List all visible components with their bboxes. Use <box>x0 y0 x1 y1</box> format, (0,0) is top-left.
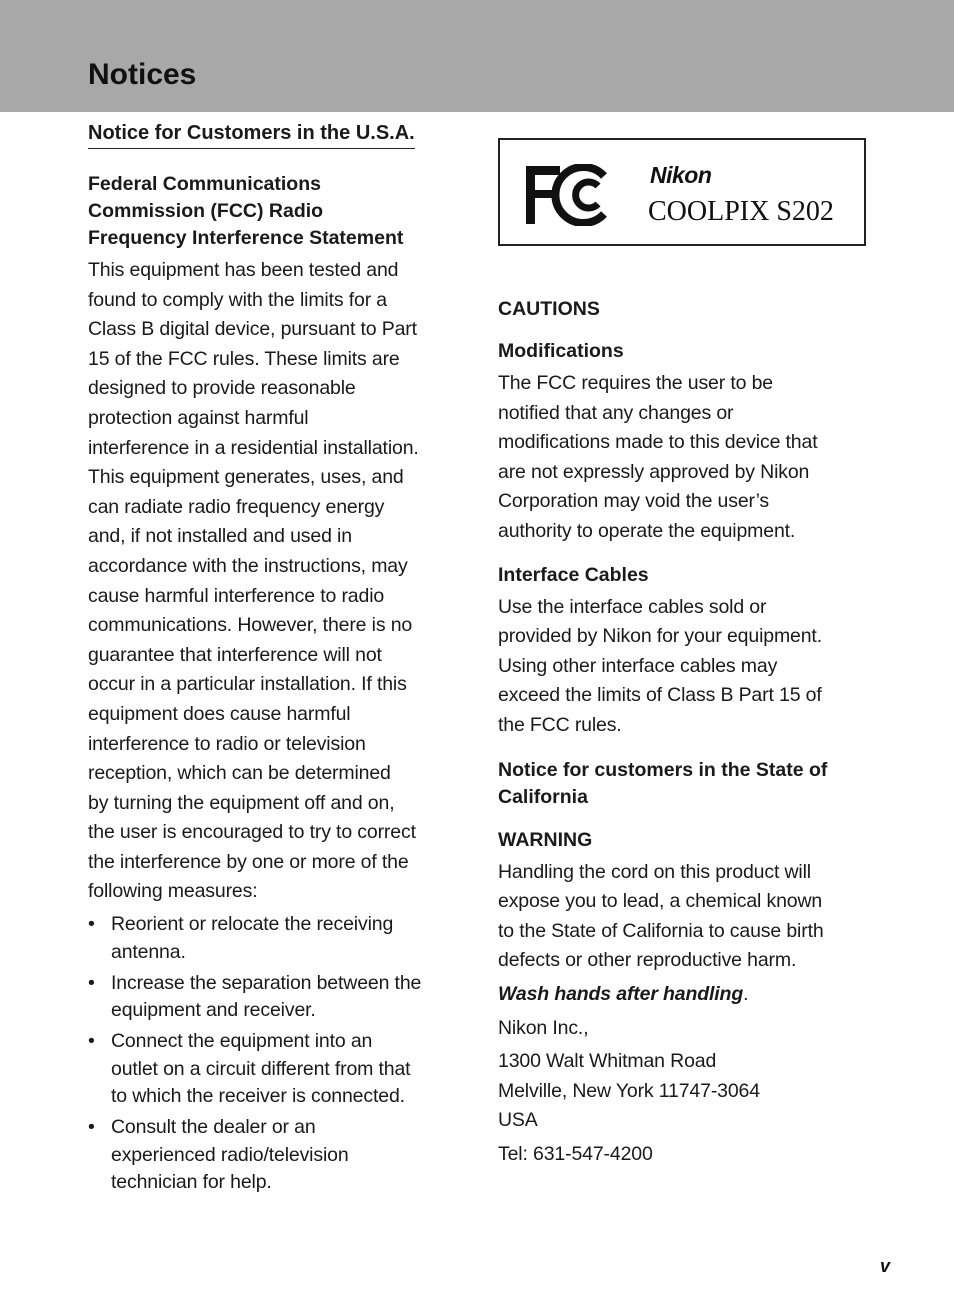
california-heading-line: Notice for customers in the State of <box>498 758 828 781</box>
body-line: accordance with the instructions, may <box>88 554 408 577</box>
body-line: equipment does cause harmful <box>88 702 351 725</box>
body-line: Corporation may void the user’s <box>498 490 770 513</box>
body-line: The FCC requires the user to be <box>498 372 773 394</box>
body-line: interference to radio or television <box>88 732 366 755</box>
list-item <box>88 911 458 966</box>
body-line: Use the interface cables sold or <box>498 595 767 618</box>
body-line: authority to operate the equipment. <box>498 519 796 542</box>
body-line: by turning the equipment off and on, <box>88 791 395 814</box>
list-item-line: experienced radio/television <box>111 1143 349 1166</box>
bullet-icon: • <box>88 971 95 994</box>
body-line: to the State of California to cause birth <box>498 919 824 942</box>
list-item-line: Connect the equipment into an <box>111 1030 373 1053</box>
model-name: COOLPIX S202 <box>648 196 834 227</box>
list-item <box>88 1028 458 1111</box>
body-line: notified that any changes or <box>498 401 734 424</box>
address-line: USA <box>498 1109 538 1132</box>
telephone: Tel: 631-547-4200 <box>498 1142 653 1165</box>
right-column <box>498 138 870 1169</box>
page-number: v <box>880 1256 891 1276</box>
body-line: Handling the cord on this product will <box>498 860 811 883</box>
fcc-statement-heading <box>88 171 458 252</box>
body-line: This equipment has been tested and <box>88 259 399 281</box>
wash-hands-text: Wash hands after handling <box>498 982 744 1005</box>
bullet-icon: • <box>88 1030 95 1053</box>
body-line: protection against harmful <box>88 406 309 429</box>
body-line: the interference by one or more of the <box>88 850 409 873</box>
body-line: found to comply with the limits for a <box>88 288 387 311</box>
page-header <box>0 0 954 112</box>
bullet-icon: • <box>88 1116 95 1139</box>
interface-cables-body <box>498 593 870 741</box>
list-item <box>88 1114 458 1197</box>
fcc-heading-line: Federal Communications <box>88 173 321 195</box>
address-line: Melville, New York 11747-3064 <box>498 1079 760 1102</box>
warning-body <box>498 858 870 976</box>
address-line: 1300 Walt Whitman Road <box>498 1050 717 1073</box>
fcc-statement-body <box>88 256 458 907</box>
body-line: modifications made to this device that <box>498 431 818 454</box>
list-item-line: antenna. <box>111 940 186 963</box>
company-name: Nikon Inc., <box>498 1016 589 1039</box>
body-line: This equipment generates, uses, and <box>88 466 404 489</box>
body-line: occur in a particular installation. If this <box>88 673 407 696</box>
modifications-body <box>498 369 870 547</box>
body-line: the FCC rules. <box>498 713 622 736</box>
cautions-heading: CAUTIONS <box>498 298 600 320</box>
fcc-logo-icon <box>524 164 608 226</box>
body-line: provided by Nikon for your equipment. <box>498 625 822 648</box>
body-line: communications. However, there is no <box>88 614 413 637</box>
wash-hands-line <box>498 980 870 1010</box>
list-item-line: Increase the separation between the <box>111 971 422 994</box>
body-line: Using other interface cables may <box>498 654 778 677</box>
brand-logo: Nikon <box>650 162 712 188</box>
bullet-icon: • <box>88 913 95 936</box>
body-line: 15 of the FCC rules. These limits are <box>88 347 400 370</box>
california-heading-line: California <box>498 785 588 808</box>
company-address <box>498 1047 870 1136</box>
body-line: reception, which can be determined <box>88 762 391 785</box>
product-label-box <box>498 138 866 246</box>
body-line: defects or other reproductive harm. <box>498 949 797 972</box>
body-line: interference in a residential installation. <box>88 436 419 459</box>
page-title: Notices <box>88 58 197 91</box>
body-line: are not expressly approved by Nikon <box>498 460 810 483</box>
body-line: expose you to lead, a chemical known <box>498 890 823 913</box>
list-item-line: to which the receiver is connected. <box>111 1085 405 1108</box>
body-line: and, if not installed and used in <box>88 525 352 548</box>
warning-heading: WARNING <box>498 828 593 851</box>
measures-list <box>88 911 458 1197</box>
list-item-line: technician for help. <box>111 1171 272 1194</box>
body-line: Class B digital device, pursuant to Part <box>88 318 417 341</box>
body-line: can radiate radio frequency energy <box>88 495 385 518</box>
california-heading <box>498 757 870 811</box>
body-line: guarantee that interference will not <box>88 643 382 666</box>
fcc-heading-line: Frequency Interference Statement <box>88 227 404 249</box>
list-item-line: equipment and receiver. <box>111 999 316 1022</box>
body-line: exceed the limits of Class B Part 15 of <box>498 684 822 707</box>
wash-hands-suffix: . <box>743 982 749 1005</box>
body-line: following measures: <box>88 880 258 903</box>
interface-cables-heading: Interface Cables <box>498 563 649 586</box>
modifications-heading: Modifications <box>498 340 624 362</box>
body-line: the user is encouraged to try to correct <box>88 821 416 844</box>
body-line: designed to provide reasonable <box>88 377 356 400</box>
section-title-usa: Notice for Customers in the U.S.A. <box>88 122 415 149</box>
list-item-line: Consult the dealer or an <box>111 1116 316 1139</box>
list-item-line: outlet on a circuit different from that <box>111 1057 411 1080</box>
list-item <box>88 970 458 1025</box>
list-item-line: Reorient or relocate the receiving <box>111 913 394 936</box>
body-line: cause harmful interference to radio <box>88 584 385 607</box>
left-column <box>88 122 458 1200</box>
fcc-heading-line: Commission (FCC) Radio <box>88 200 324 222</box>
